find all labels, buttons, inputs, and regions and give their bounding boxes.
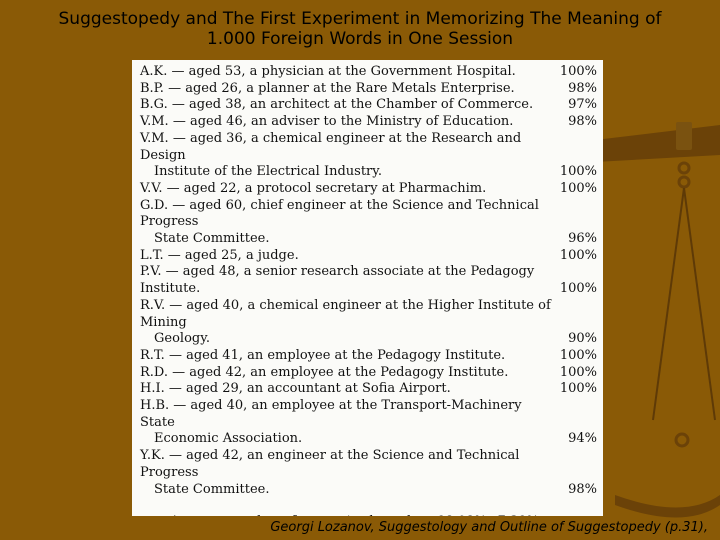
- entry-text: V.M. — aged 36, a chemical engineer at the Research and Design: [140, 130, 522, 163]
- entry-text: A.K. — aged 53, a physician at the Government Hospital.: [140, 64, 516, 79]
- entry-text: H.I. — aged 29, an accountant at Sofia Airport.: [140, 381, 451, 397]
- entry-text: R.D. — aged 42, an employee at the Pedagogy Institute.: [140, 364, 509, 380]
- title-line-1: Suggestopedy and The First Experiment in Memorizing The Meaning of: [58, 9, 662, 29]
- entry-percent: 100%: [559, 347, 597, 363]
- participant-entry: [140, 298, 597, 348]
- scanned-document: [132, 60, 603, 516]
- participant-entry: [140, 97, 597, 114]
- entry-percent: 98%: [568, 80, 597, 96]
- slide-title: [0, 9, 720, 49]
- entry-continuation: State Committee.: [154, 231, 270, 247]
- entry-percent: 96%: [568, 231, 597, 247]
- participant-entry: [140, 365, 597, 382]
- participant-entry: [140, 181, 597, 198]
- entry-percent: 100%: [559, 364, 597, 380]
- average-result: [140, 514, 597, 516]
- entry-continuation: Geology.: [154, 331, 210, 347]
- entry-text: Y.K. — aged 42, an engineer at the Science and Technical Progress: [140, 448, 520, 480]
- entry-percent: 100%: [559, 247, 597, 263]
- entry-text: L.T. — aged 25, a judge.: [140, 247, 299, 263]
- entry-percent: 98%: [568, 114, 597, 130]
- entry-continuation: Institute of the Electrical Industry.: [154, 164, 383, 180]
- participant-entry: [140, 114, 597, 131]
- entry-percent: 100%: [559, 164, 597, 180]
- entry-continuation: State Committee.: [154, 481, 270, 497]
- entry-text: B.G. — aged 38, an architect at the Chamber of Commerce.: [140, 97, 534, 113]
- balance-scale-graphic: [595, 100, 720, 520]
- participant-entry: [140, 381, 597, 398]
- entry-percent: 97%: [568, 97, 597, 113]
- participant-entry: [140, 264, 597, 297]
- participant-entry: [140, 198, 597, 248]
- entry-percent: 98%: [568, 481, 597, 497]
- participant-entry: [140, 64, 597, 81]
- entry-continuation: Economic Association.: [154, 431, 303, 447]
- entry-text: R.T. — aged 41, an employee at the Pedagogy Institute.: [140, 347, 506, 363]
- participant-entry: [140, 448, 597, 498]
- title-line-2: 1.000 Foreign Words in One Session: [206, 29, 514, 49]
- entry-percent: 100%: [559, 180, 597, 196]
- entry-text: B.P. — aged 26, a planner at the Rare Metals Enterprise.: [140, 80, 515, 96]
- entry-text: V.M. — aged 46, an adviser to the Ministry of Education.: [140, 114, 514, 130]
- entry-text: P.V. — aged 48, a senior research associate at the Pedagogy Institute.: [140, 264, 535, 297]
- participant-entry: [140, 248, 597, 265]
- entry-percent: 100%: [559, 281, 597, 297]
- participant-entry: [140, 398, 597, 448]
- participant-entry: [140, 81, 597, 98]
- source-citation: Georgi Lozanov, Suggestology and Outline of Suggestopedy (p.31),: [270, 520, 708, 535]
- entry-percent: 100%: [559, 64, 597, 79]
- entry-percent: 100%: [559, 381, 597, 397]
- entry-text: V.V. — aged 22, a protocol secretary at Pharmachim.: [140, 180, 487, 196]
- entry-text: G.D. — aged 60, chief engineer at the Science and Technical Progress: [140, 197, 539, 230]
- participant-entry: [140, 131, 597, 181]
- participant-entry: [140, 348, 597, 365]
- entry-percent: 90%: [568, 331, 597, 347]
- entry-percent: 94%: [568, 431, 597, 447]
- entry-text: R.V. — aged 40, a chemical engineer at the Higher Institute of Mining: [140, 297, 551, 330]
- entry-text: H.B. — aged 40, an employee at the Transport-Machinery State: [140, 398, 522, 430]
